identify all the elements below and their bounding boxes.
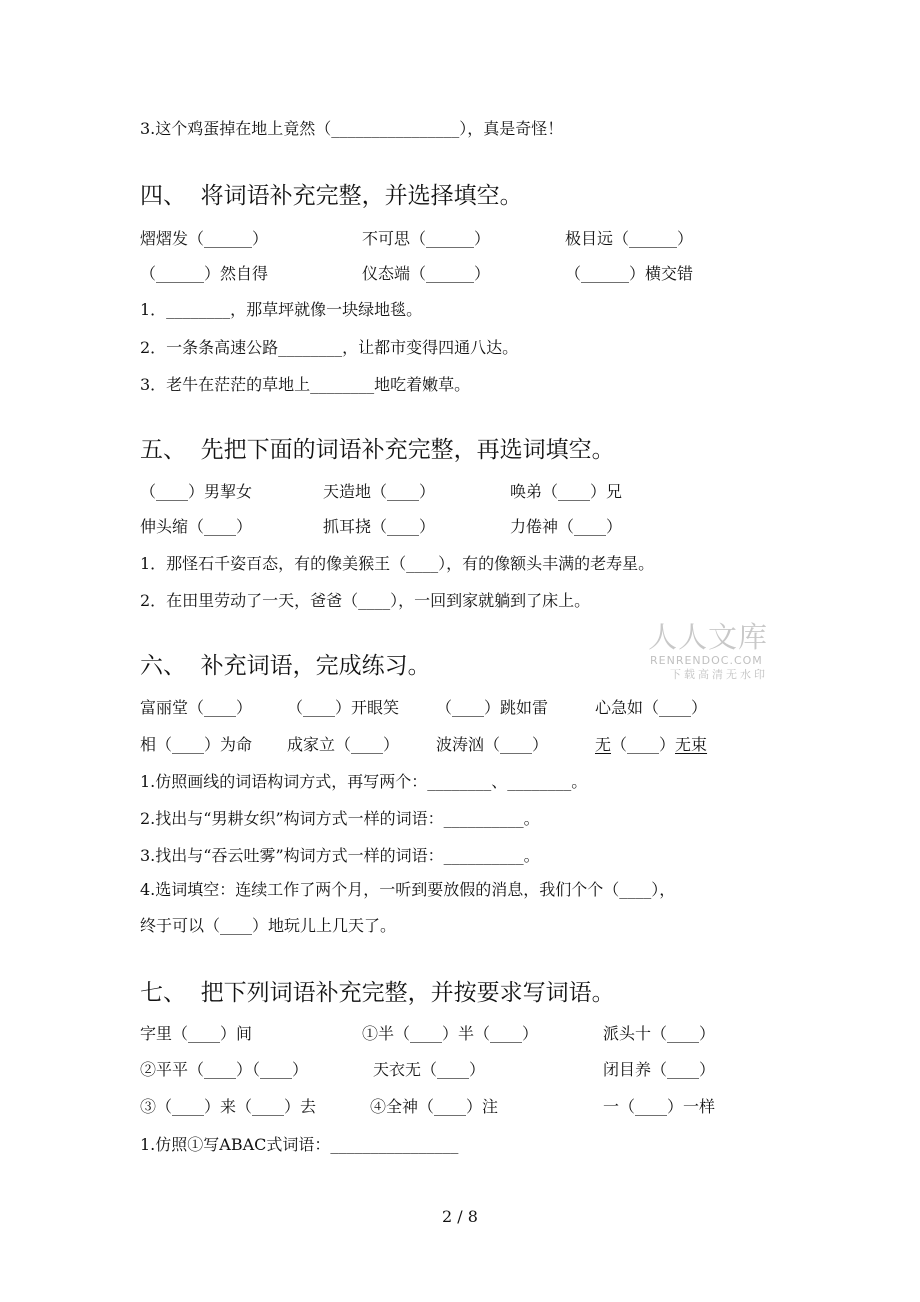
question-line: 1.仿照①写ABAC式词语：________________ <box>140 1135 459 1154</box>
word-blank: ④全神（____）注 <box>370 1097 499 1116</box>
question-line: 3.找出与“吞云吐雾”构词方式一样的词语：__________。 <box>140 846 540 865</box>
word-blank: 抓耳挠（____） <box>323 517 436 536</box>
word-blank: 天衣无（____） <box>373 1060 486 1079</box>
word-blank: 字里（____）间 <box>140 1024 253 1043</box>
word-blank: 心急如（____） <box>595 698 708 717</box>
underlined-char: 无 <box>595 735 612 754</box>
word-blank: （____）跳如雷 <box>436 698 549 717</box>
word-blank: 唤弟（____）兄 <box>510 482 623 501</box>
question-line: 2．在田里劳动了一天，爸爸（____），一回到家就躺到了床上。 <box>140 591 591 610</box>
question-line: 3．老牛在茫茫的草地上________地吃着嫩草。 <box>140 375 471 394</box>
watermark-title: 人人文库 <box>648 620 769 654</box>
word-blank: 熠熠发（______） <box>140 229 269 248</box>
watermark-domain: RENRENDOC.COM <box>650 654 763 667</box>
question-line: 1．________，那草坪就像一块绿地毯。 <box>140 300 423 319</box>
question-line: 1.仿照画线的词语构词方式，再写两个：________、________。 <box>140 772 588 791</box>
word-blank: 闭目养（____） <box>603 1060 716 1079</box>
word-blank: 富丽堂（____） <box>140 698 253 717</box>
question-line: 2．一条条高速公路________，让都市变得四通八达。 <box>140 338 519 357</box>
question-line: 2.找出与“男耕女织”构词方式一样的词语：__________。 <box>140 809 540 828</box>
word-blank: 成家立（____） <box>287 735 400 754</box>
word-blank: 派头十（____） <box>603 1024 716 1043</box>
word-blank: 力倦神（____） <box>510 517 623 536</box>
word-blank: 天造地（____） <box>323 482 436 501</box>
word-blank: （____）男挈女 <box>140 482 253 501</box>
word-blank: 伸头缩（____） <box>140 517 253 536</box>
underlined-word <box>595 735 707 755</box>
word-blank: （______）然自得 <box>140 264 269 283</box>
word-blank: ①半（____）半（____） <box>362 1024 539 1043</box>
word-blank: ②平平（____）（____） <box>140 1060 309 1079</box>
word-blank: （______）横交错 <box>565 264 694 283</box>
section-heading-5: 五、 先把下面的词语补充完整，再选词填空。 <box>140 437 615 463</box>
question-line: 3.这个鸡蛋掉在地上竟然（________________），真是奇怪！ <box>140 119 564 138</box>
word-blank: 一（____）一样 <box>603 1097 716 1116</box>
section-heading-4: 四、 将词语补充完整，并选择填空。 <box>140 183 523 209</box>
word-blank: 波涛汹（____） <box>436 735 549 754</box>
word-blank: 极目远（______） <box>565 229 694 248</box>
section-heading-7: 七、 把下列词语补充完整，并按要求写词语。 <box>140 980 615 1006</box>
question-line: 1．那怪石千姿百态，有的像美猴王（____），有的像额头丰满的老寿星。 <box>140 554 655 573</box>
watermark-tagline: 下载高清无水印 <box>670 668 768 681</box>
question-line: 终于可以（____）地玩儿上几天了。 <box>140 916 397 935</box>
word-blank: ③（____）来（____）去 <box>140 1097 317 1116</box>
word-blank: 仪态端（______） <box>362 264 491 283</box>
word-blank: 不可思（______） <box>362 229 491 248</box>
page-number: 2 / 8 <box>442 1207 478 1226</box>
question-line: 4.选词填空：连续工作了两个月，一听到要放假的消息，我们个个（____）， <box>140 880 676 899</box>
watermark-logo <box>648 620 772 684</box>
section-heading-6: 六、 补充词语，完成练习。 <box>140 653 431 679</box>
word-blank: 相（____）为命 <box>140 735 253 754</box>
word-blank: （____）开眼笑 <box>287 698 400 717</box>
underlined-chars: 无束 <box>675 735 708 754</box>
word-blank-paren: （____） <box>611 735 676 754</box>
